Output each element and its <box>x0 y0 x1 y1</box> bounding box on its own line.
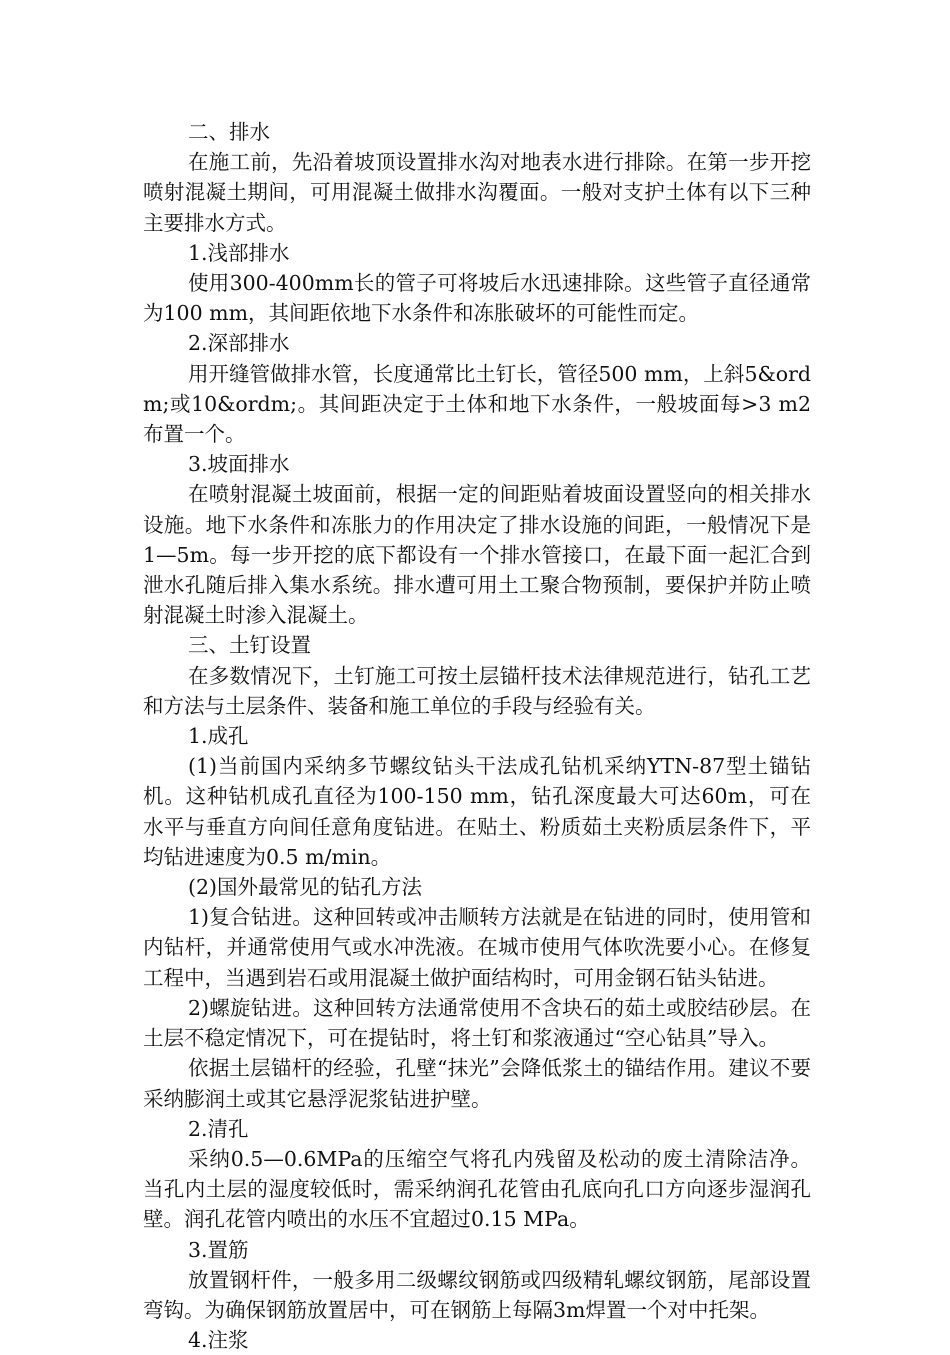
paragraph: 用开缝管做排水管，长度通常比土钉长，管径500 mm，上斜5&ordm;或10&ordm;。其间距决定于土体和地下水条件，一般坡面每>3 m2布置一个。 <box>143 361 811 447</box>
document-body <box>143 117 811 1355</box>
paragraph: 1)复合钻进。这种回转或冲击顺转方法就是在钻进的同时，使用管和内钻杆，并通常使用气或水冲洗液。在城市使用气体吹洗要小心。在修复工程中，当遇到岩石或用混凝土做护面结构时，可用金钢石钻头钻进。 <box>143 905 811 990</box>
subsection-heading: 4.注浆 <box>188 1328 249 1353</box>
paragraph: 采纳0.5—0.6MPa的压缩空气将孔内残留及松动的废土清除洁净。当孔内土层的湿度较低时，需采纳润孔花管由孔底向孔口方向逐步湿润孔壁。润孔花管内喷出的水压不宜超过0.15 MPa。 <box>143 1146 811 1232</box>
section-heading-drainage: 二、排水 <box>188 120 270 144</box>
subsection-heading: 1.浅部排水 <box>188 240 290 265</box>
subsection-heading: 3.置筋 <box>188 1237 249 1262</box>
subsection-heading: 1.成孔 <box>188 724 249 749</box>
paragraph: 在多数情况下，土钉施工可按土层锚杆技术法律规范进行，钻孔工艺和方法与土层条件、装备和施工单位的手段与经验有关。 <box>143 663 811 718</box>
subsection-heading: 3.坡面排水 <box>188 452 290 477</box>
subsection-heading: 2.深部排水 <box>188 331 290 356</box>
paragraph: 在喷射混凝土坡面前，根据一定的间距贴着坡面设置竖向的相关排水设施。地下水条件和冻胀力的作用决定了排水设施的间距，一般情况下是1—5m。每一步开挖的底下都设有一个排水管接口，在最下面一起汇合到泄水孔随后排入集水系统。排水遭可用土工聚合物预制，要保护并防止喷射混凝土时渗入混凝土。 <box>143 482 811 628</box>
paragraph: 在施工前，先沿着坡顶设置排水沟对地表水进行排除。在第一步开挖喷射混凝土期间，可用混凝土做排水沟覆面。一般对支护土体有以下三种主要排水方式。 <box>143 150 811 235</box>
paragraph: 2)螺旋钻进。这种回转方法通常使用不含块石的茹土或胶结砂层。在土层不稳定情况下，可在提钻时，将土钉和浆液通过“空心钻具”导入。 <box>143 995 811 1051</box>
paragraph: 使用300-400mm长的管子可将坡后水迅速排除。这些管子直径通常为100 mm，其间距依地下水条件和冻胀破坏的可能性而定。 <box>143 271 811 326</box>
paragraph: 依据土层锚杆的经验，孔壁“抹光”会降低浆土的锚结作用。建议不要采纳膨润土或其它悬浮泥浆钻进护壁。 <box>143 1056 811 1111</box>
paragraph: (2)国外最常见的钻孔方法 <box>188 875 423 900</box>
subsection-heading: 2.清孔 <box>188 1116 249 1141</box>
paragraph: 放置钢杆件，一般多用二级螺纹钢筋或四级精轧螺纹钢筋，尾部设置弯钩。为确保钢筋放置居中，可在钢筋上每隔3m焊置一个对中托架。 <box>143 1267 811 1322</box>
section-heading-soil-nail: 三、土钉设置 <box>188 633 311 658</box>
paragraph: (1)当前国内采纳多节螺纹钻头干法成孔钻机采纳YTN-87型土锚钻机。这种钻机成孔直径为100-150 mm，钻孔深度最大可达60m，可在水平与垂直方向间任意角度钻进。在贴土、粉质茹土夹粉质层条件下，平均钻进速度为0.5 m/min。 <box>143 754 811 869</box>
